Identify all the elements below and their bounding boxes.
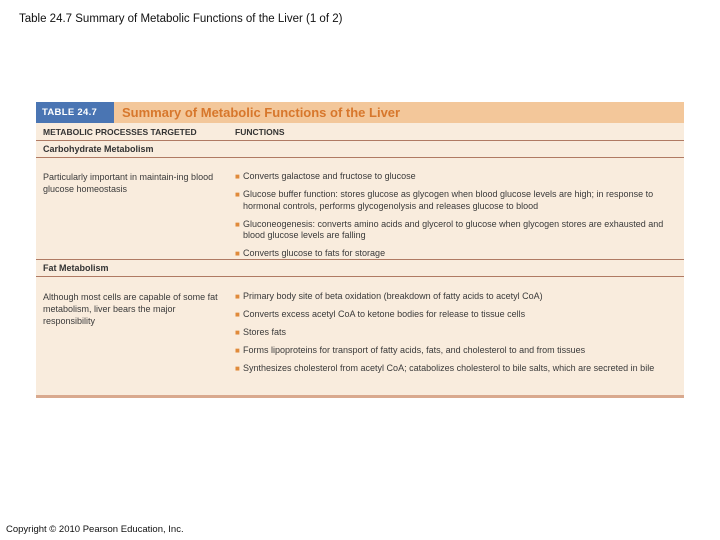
list-item bbox=[235, 248, 676, 260]
bullet-icon: ■ bbox=[235, 310, 240, 319]
bullet-icon: ■ bbox=[235, 219, 240, 229]
function-list bbox=[235, 291, 684, 387]
function-text: Glucose buffer function: stores glucose as glycogen when blood glucose levels are high; in response to hormonal controls, performs glycogenolysis and releases glucose to blood bbox=[243, 189, 654, 211]
list-item bbox=[235, 327, 676, 339]
bullet-icon: ■ bbox=[235, 328, 240, 337]
bullet-icon: ■ bbox=[235, 172, 240, 181]
section-description: Although most cells are capable of some fat metabolism, liver bears the major responsibility bbox=[43, 292, 218, 326]
list-item bbox=[235, 363, 676, 375]
table-number-tag: TABLE 24.7 bbox=[36, 102, 114, 123]
list-item bbox=[235, 291, 676, 303]
list-item bbox=[235, 345, 676, 357]
section-body-carbohydrate bbox=[36, 158, 684, 260]
function-list bbox=[235, 171, 684, 258]
bullet-icon: ■ bbox=[235, 346, 240, 355]
function-text: Converts excess acetyl CoA to ketone bodies for release to tissue cells bbox=[243, 309, 526, 319]
function-text: Stores fats bbox=[243, 327, 287, 337]
function-text: Primary body site of beta oxidation (breakdown of fatty acids to acetyl CoA) bbox=[243, 291, 543, 301]
list-item bbox=[235, 171, 676, 183]
bullet-icon: ■ bbox=[235, 292, 240, 301]
function-text: Gluconeogenesis: converts amino acids and glycerol to glucose when glycogen stores are exhausted and blood glucose levels are falling bbox=[243, 218, 664, 240]
table-header-bar bbox=[36, 102, 684, 123]
list-item bbox=[235, 219, 676, 242]
metabolic-functions-table bbox=[36, 102, 684, 398]
section-description: Particularly important in maintain-ing blood glucose homeostasis bbox=[43, 172, 214, 194]
slide-title: Table 24.7 Summary of Metabolic Functions of the Liver (1 of 2) bbox=[19, 13, 343, 25]
column-header-processes: METABOLIC PROCESSES TARGETED bbox=[43, 127, 197, 137]
column-header-functions: FUNCTIONS bbox=[235, 127, 285, 137]
copyright-notice: Copyright © 2010 Pearson Education, Inc. bbox=[6, 524, 184, 535]
table-title: Summary of Metabolic Functions of the Liver bbox=[122, 105, 401, 120]
function-text: Synthesizes cholesterol from acetyl CoA; catabolizes cholesterol to bile salts, which are secreted in bile bbox=[243, 363, 655, 373]
section-header-fat: Fat Metabolism bbox=[36, 260, 684, 277]
column-headers bbox=[36, 123, 684, 141]
bullet-icon: ■ bbox=[235, 364, 240, 373]
function-text: Converts galactose and fructose to glucose bbox=[243, 171, 416, 181]
function-text: Converts glucose to fats for storage bbox=[243, 248, 386, 258]
bullet-icon: ■ bbox=[235, 249, 240, 258]
section-body-fat bbox=[36, 277, 684, 395]
list-item bbox=[235, 189, 676, 212]
list-item bbox=[235, 309, 676, 321]
bullet-icon: ■ bbox=[235, 190, 240, 199]
function-text: Forms lipoproteins for transport of fatty acids, fats, and cholesterol to and from tissues bbox=[243, 345, 586, 355]
section-header-carbohydrate: Carbohydrate Metabolism bbox=[36, 141, 684, 158]
